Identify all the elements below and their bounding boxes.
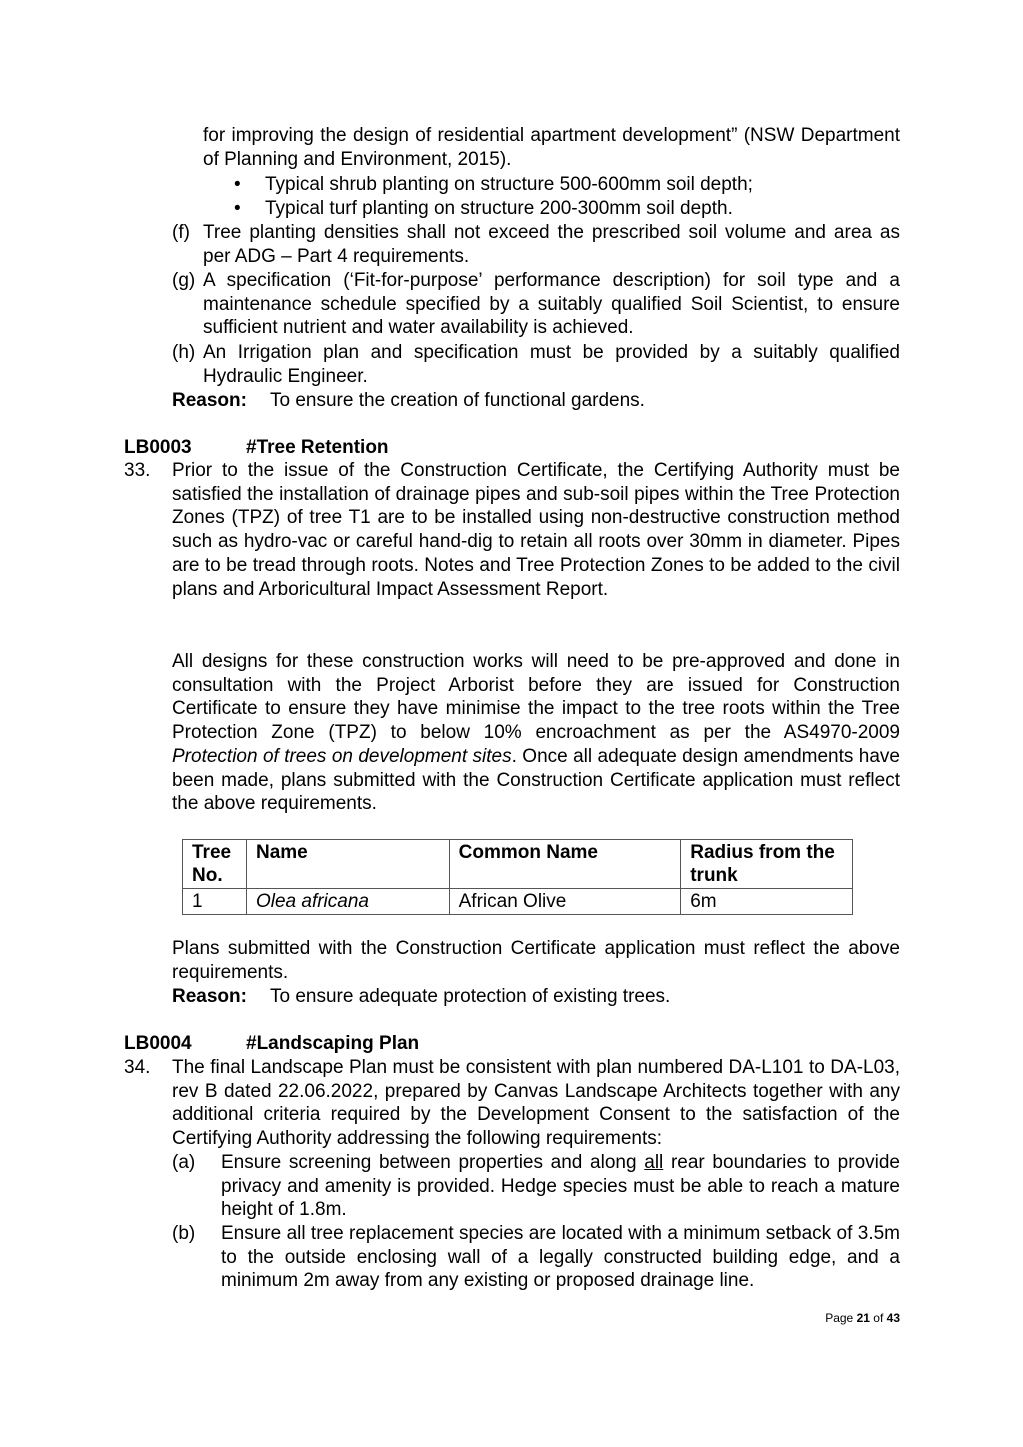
table-header-row	[183, 840, 853, 889]
reason-label: Reason:	[172, 986, 247, 1007]
header-radius: Radius from the trunk	[681, 840, 853, 889]
bullet-icon: •	[234, 198, 241, 219]
section-code: LB0003	[124, 437, 192, 458]
page-number: 21	[856, 1311, 870, 1325]
reason-text: To ensure the creation of functional gardens.	[270, 390, 645, 411]
item-marker-h: (h)	[172, 342, 196, 363]
cell-name	[246, 889, 449, 915]
item-g-text: A specification (‘Fit-for-purpose’ performance description) for soil type and a maintenance schedule specified by a suitably qualified Soil Scientist, to ensure sufficient nutrient and water availability is achieved.	[203, 270, 900, 339]
condition-number: 33.	[124, 460, 151, 481]
reason-text: To ensure adequate protection of existing trees.	[270, 986, 671, 1007]
page-total: 43	[886, 1311, 900, 1325]
page-label: Page	[825, 1311, 854, 1325]
bullet-item: Typical turf planting on structure 200-300mm soil depth.	[265, 198, 733, 219]
condition-paragraph-3: Plans submitted with the Construction Certificate application must reflect the above requirements.	[172, 938, 900, 983]
condition-paragraph: Prior to the issue of the Construction Certificate, the Certifying Authority must be satisfied the installation of drainage pipes and sub-soil pipes within the Tree Protection Zones (TPZ) of tree T1 are to be installed using non-destructive construction method such as hydro-vac or careful hand-dig to retain all roots over 30mm in diameter. Pipes are to be tread through roots. Notes and Tree Protection Zones to be added to the civil plans and Arboricultural Impact Assessment Report.	[172, 460, 900, 600]
item-text: Ensure screening between properties and along	[221, 1152, 645, 1173]
bullet-icon: •	[234, 174, 241, 195]
header-tree-no: Tree No.	[183, 840, 247, 889]
of-label: of	[873, 1311, 884, 1325]
continuation-paragraph: for improving the design of residential apartment development” (NSW Department of Planning and Environment, 2015).	[203, 125, 900, 170]
para-text: . Once all adequate design amendments have been made, plans submitted with the Construction Certificate application must reflect the above requirements.	[172, 745, 900, 815]
tree-table	[182, 839, 853, 915]
condition-paragraph-2	[172, 650, 900, 816]
item-a-text	[221, 1151, 900, 1222]
item-f-text: Tree planting densities shall not exceed the prescribed soil volume and area as per ADG – Part 4 requirements.	[203, 222, 900, 267]
botanical-name: Olea africana	[255, 891, 369, 912]
section-code: LB0004	[124, 1033, 192, 1054]
table-row	[183, 889, 853, 915]
cell-tree-no: 1	[183, 889, 247, 915]
item-b-text: Ensure all tree replacement species are located with a minimum setback of 3.5m to the outside enclosing wall of a legally constructed building edge, and a minimum 2m away from any existing or proposed drainage line.	[221, 1223, 900, 1292]
condition-paragraph: The final Landscape Plan must be consistent with plan numbered DA-L101 to DA-L03, rev B dated 22.06.2022, prepared by Canvas Landscape Architects together with any additional criteria required by the Development Consent to the satisfaction of the Certifying Authority addressing the following requirements:	[172, 1057, 900, 1150]
item-marker-a: (a)	[172, 1152, 196, 1173]
page-footer	[780, 1311, 900, 1325]
header-name: Name	[246, 840, 449, 889]
para-text: All designs for these construction works will need to be pre-approved and done in consultation with the Project Arborist before they are issued for Construction Certificate to ensure they have minimise the impact to the tree roots within the Tree Protection Zone (TPZ) to below 10% encroachment as per the AS4970-2009	[172, 651, 900, 744]
item-marker-f: (f)	[172, 222, 190, 243]
reason-label: Reason:	[172, 390, 247, 411]
item-marker-b: (b)	[172, 1223, 196, 1244]
section-title: #Tree Retention	[246, 437, 389, 458]
cell-radius: 6m	[681, 889, 853, 915]
header-common-name: Common Name	[449, 840, 681, 889]
item-text: rear boundaries to provide privacy and amenity is provided. Hedge species must be able to reach a mature height of 1.8m.	[221, 1152, 900, 1221]
cell-common-name: African Olive	[449, 889, 681, 915]
bullet-item: Typical shrub planting on structure 500-600mm soil depth;	[265, 174, 753, 195]
emphasis-all: all	[644, 1152, 664, 1173]
item-marker-g: (g)	[172, 270, 196, 291]
condition-number: 34.	[124, 1057, 151, 1078]
section-title: #Landscaping Plan	[246, 1033, 420, 1054]
standard-title: Protection of trees on development sites	[172, 745, 512, 767]
item-h-text: An Irrigation plan and specification must be provided by a suitably qualified Hydraulic Engineer.	[203, 342, 900, 387]
